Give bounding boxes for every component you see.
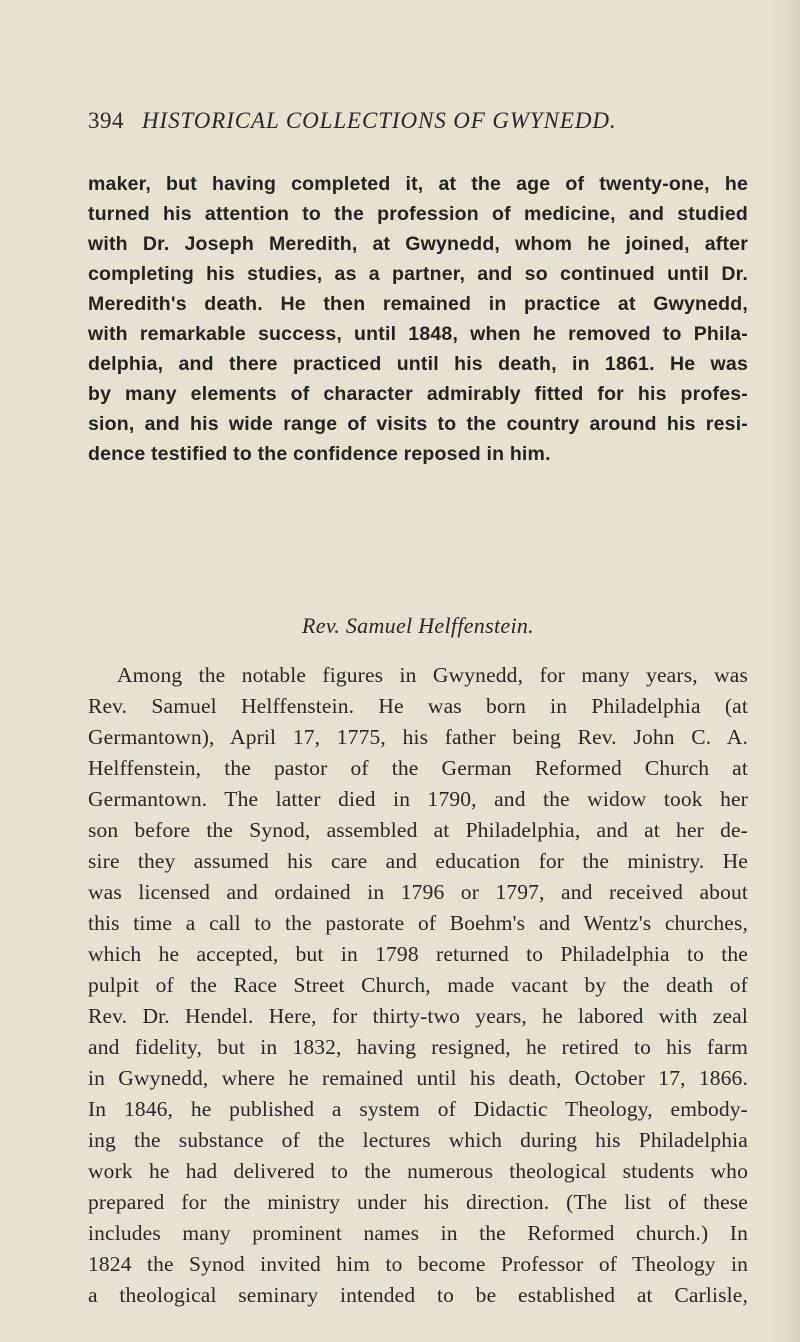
text-line: with remarkable success, until 1848, when he removed to Phila- — [88, 323, 748, 345]
text-line: Germantown. The latter died in 1790, and the widow took her — [88, 787, 748, 811]
text-line: Rev. Samuel Helffenstein. He was born in Philadelphia (at — [88, 694, 748, 718]
text-line: work he had delivered to the numerous theological students who — [88, 1159, 748, 1183]
text-line: In 1846, he published a system of Didactic Theology, embody- — [88, 1097, 748, 1121]
text-line: in Gwynedd, where he remained until his death, October 17, 1866. — [88, 1066, 748, 1090]
text-line: ing the substance of the lectures which during his Philadelphia — [88, 1128, 748, 1152]
text-line: delphia, and there practiced until his death, in 1861. He was — [88, 353, 748, 375]
text-line: with Dr. Joseph Meredith, at Gwynedd, whom he joined, after — [88, 233, 748, 255]
text-line: completing his studies, as a partner, and so continued until Dr. — [88, 263, 748, 285]
text-line: 1824 the Synod invited him to become Professor of Theology in — [88, 1252, 748, 1276]
page-number: 394 — [88, 108, 124, 133]
text-line: turned his attention to the profession of medicine, and studied — [88, 203, 748, 225]
text-line: prepared for the ministry under his direction. (The list of these — [88, 1190, 748, 1214]
text-line: Meredith's death. He then remained in practice at Gwynedd, — [88, 293, 748, 315]
text-line: son before the Synod, assembled at Philadelphia, and at her de- — [88, 818, 748, 842]
text-line: sire they assumed his care and education for the ministry. He — [88, 849, 748, 873]
text-line: sion, and his wide range of visits to the country around his resi- — [88, 413, 748, 435]
text-line: includes many prominent names in the Reformed church.) In — [88, 1221, 748, 1245]
page-header — [88, 103, 748, 139]
text-line: Among the notable figures in Gwynedd, for many years, was — [117, 663, 748, 687]
text-line: this time a call to the pastorate of Boehm's and Wentz's churches, — [88, 911, 748, 935]
text-line: maker, but having completed it, at the age of twenty-one, he — [88, 173, 748, 195]
text-line: Germantown), April 17, 1775, his father being Rev. John C. A. — [88, 725, 748, 749]
running-title: HISTORICAL COLLECTIONS OF GWYNEDD. — [142, 108, 617, 133]
text-line: was licensed and ordained in 1796 or 1797, and received about — [88, 880, 748, 904]
text-line: Helffenstein, the pastor of the German Reformed Church at — [88, 756, 748, 780]
text-line: and fidelity, but in 1832, having resigned, he retired to his farm — [88, 1035, 748, 1059]
text-line: dence testified to the confidence reposed in him. — [88, 443, 551, 465]
text-line: Rev. Dr. Hendel. Here, for thirty-two years, he labored with zeal — [88, 1004, 748, 1028]
text-line: pulpit of the Race Street Church, made vacant by the death of — [88, 973, 748, 997]
text-line: a theological seminary intended to be established at Carlisle, — [88, 1283, 748, 1307]
text-line: which he accepted, but in 1798 returned to Philadelphia to the — [88, 942, 748, 966]
page-edge-shadow — [770, 0, 800, 1342]
text-line: by many elements of character admirably fitted for his profes- — [88, 383, 748, 405]
section-heading: Rev. Samuel Helffenstein. — [302, 613, 534, 638]
